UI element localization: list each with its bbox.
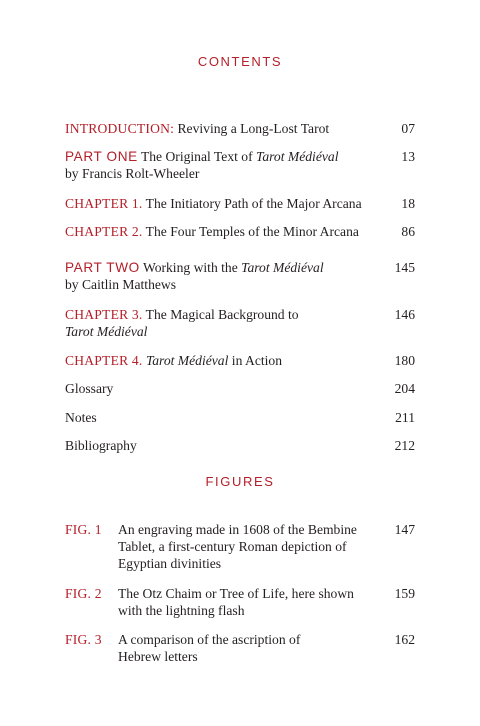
figure-label: FIG. 1 [65,522,102,537]
toc-title: Bibliography [65,438,137,453]
figure-entry-3[interactable] [65,631,415,665]
toc-author: by Francis Rolt-Wheeler [65,166,200,181]
toc-page-number: 211 [395,410,415,425]
toc-entry-chapter-1[interactable] [65,195,415,212]
toc-page-number: 13 [401,149,415,164]
toc-entry-chapter-4[interactable] [65,352,415,369]
toc-title-italic: Tarot Médiéval [65,324,148,339]
toc-entry-chapter-2[interactable] [65,223,415,240]
toc-page-number: 146 [394,307,415,322]
toc-author: by Caitlin Matthews [65,277,177,292]
toc-page-number: 07 [401,121,415,136]
figure-page-number: 162 [394,632,415,647]
toc-title: in Action [228,353,283,368]
toc-title: Reviving a Long-Lost Tarot [174,121,330,136]
toc-title-italic: Tarot Médiéval [145,353,229,368]
toc-page-number: 212 [394,438,415,453]
toc-title: Working with the [139,260,242,275]
toc-page-number: 145 [394,260,415,275]
toc-title: The Four Temples of the Minor Arcana [142,224,359,239]
figure-entry-2[interactable] [65,585,415,619]
toc-label: CHAPTER 3. [65,307,143,322]
toc-label: PART TWO [65,260,140,275]
toc-label: CHAPTER 2. [65,224,143,239]
figure-entry-1[interactable] [65,521,415,572]
figure-page-number: 159 [394,586,415,601]
toc-page-number: 204 [394,381,415,396]
toc-page-number: 180 [394,353,415,368]
figure-description: A comparison of the ascription of Hebrew letters [118,632,301,664]
contents-heading: CONTENTS [197,54,283,69]
figure-description: An engraving made in 1608 of the Bembine Tablet, a first-century Roman depiction of Egyptian divinities [118,522,357,571]
figure-page-number: 147 [394,522,415,537]
figure-label: FIG. 2 [65,586,102,601]
figures-heading: FIGURES [205,474,275,489]
toc-page-number: 18 [401,196,415,211]
toc-entry-bibliography[interactable] [65,437,415,454]
toc-label: CHAPTER 1. [65,196,143,211]
toc-title-italic: Tarot Médiéval [256,149,339,164]
toc-label: CHAPTER 4. [65,353,143,368]
toc-title: Glossary [65,381,114,396]
toc-page-number: 86 [401,224,415,239]
toc-label: INTRODUCTION: [65,121,175,136]
toc-label: PART ONE [65,149,138,164]
toc-entry-chapter-3[interactable] [65,306,415,340]
toc-title-italic: Tarot Médiéval [241,260,324,275]
toc-entry-introduction[interactable] [65,120,415,137]
toc-entry-notes[interactable] [65,409,415,426]
toc-entry-glossary[interactable] [65,380,415,397]
toc-entry-part-two[interactable] [65,259,415,293]
figure-label: FIG. 3 [65,632,102,647]
toc-title: The Original Text of [137,149,257,164]
toc-title: Notes [65,410,97,425]
figure-description: The Otz Chaim or Tree of Life, here shown with the lightning flash [118,586,354,618]
toc-entry-part-one[interactable] [65,148,415,182]
toc-title: The Initiatory Path of the Major Arcana [142,196,362,211]
toc-title: The Magical Background to [142,307,299,322]
